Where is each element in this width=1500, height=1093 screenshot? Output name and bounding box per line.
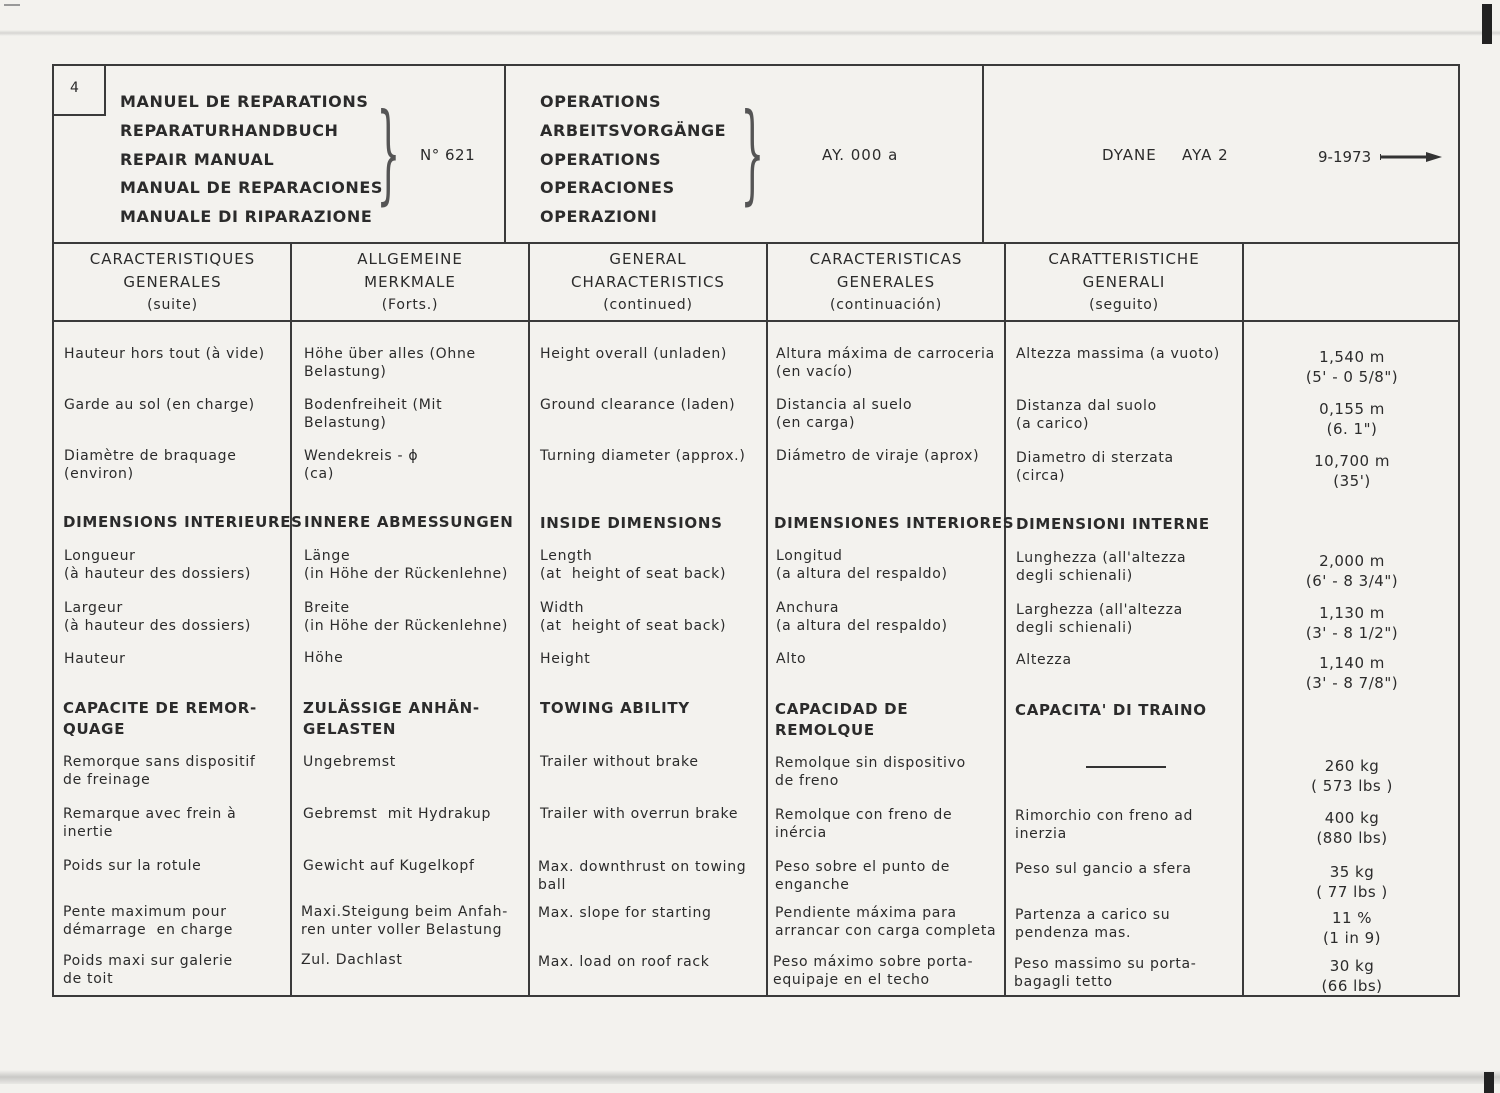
section-title-fr: CAPACITE DE REMOR- QUAGE (63, 699, 257, 738)
cell-value: 260 kg ( 573 lbs ) (1311, 757, 1393, 795)
cell-value: 1,140 m (3' - 8 7/8") (1305, 654, 1399, 692)
cell-en: Trailer without brake (540, 754, 699, 770)
cell-de: Breite (in Höhe der Rückenlehne) (304, 600, 508, 634)
cell-fr: Garde au sol (en charge) (64, 397, 255, 413)
header-block (54, 66, 1458, 244)
cell-es: Longitud (a altura del respaldo) (776, 548, 948, 582)
operation-code: AY. 000 a (822, 146, 899, 164)
section-title-it: DIMENSIONI INTERNE (1016, 515, 1210, 533)
cell-it: Lunghezza (all'altezza degli schienali) (1016, 550, 1187, 584)
cell-de: Höhe über alles (Ohne Belastung) (304, 346, 476, 380)
column-heading-es (767, 244, 1005, 322)
cell-fr: Poids sur la rotule (63, 858, 202, 874)
column-subtitle: (continuación) (830, 297, 942, 313)
column-divider (766, 244, 768, 997)
column-title: GENERAL CHARACTERISTICS (571, 250, 725, 291)
column-divider (1004, 244, 1006, 997)
section-title-it: CAPACITA' DI TRAINO (1015, 701, 1207, 719)
column-divider (290, 244, 292, 997)
cell-fr: Largeur (à hauteur des dossiers) (64, 600, 252, 634)
manual-title-fr: MANUEL DE REPARATIONS (120, 92, 369, 111)
column-subtitle: (seguito) (1089, 297, 1159, 313)
arrow-right-icon (1380, 151, 1442, 163)
manual-titles (120, 88, 383, 232)
operation-title-it: OPERAZIONI (540, 207, 658, 227)
section-title-de: INNERE ABMESSUNGEN (304, 513, 514, 531)
header-divider (982, 66, 984, 242)
section-title-es: CAPACIDAD DE REMOLQUE (775, 700, 909, 739)
cell-es: Remolque con freno de inércia (775, 807, 953, 841)
operation-titles (540, 88, 726, 232)
cell-en: Turning diameter (approx.) (540, 448, 746, 464)
section-title-es: DIMENSIONES INTERIORES (774, 514, 1015, 532)
column-heading-it (1005, 244, 1243, 322)
cell-es: Distancia al suelo (en carga) (776, 397, 913, 431)
column-subtitle: (suite) (147, 297, 198, 313)
cell-en: Length (at height of seat back) (540, 548, 727, 582)
cell-it: Diametro di sterzata (circa) (1016, 450, 1174, 484)
cell-value: 10,700 m (35') (1314, 452, 1390, 490)
cell-fr: Pente maximum pour démarrage en charge (63, 904, 234, 938)
page-number: 4 (54, 66, 106, 116)
column-subtitle: (Forts.) (381, 297, 439, 313)
cell-it: Larghezza (all'altezza degli schienali) (1016, 602, 1183, 636)
cell-es: Alto (776, 651, 807, 667)
section-title-en: INSIDE DIMENSIONS (540, 514, 723, 532)
manual-title-it: MANUALE DI RIPARAZIONE (120, 207, 373, 227)
column-title: CARACTERISTICAS GENERALES (809, 250, 963, 291)
cell-en: Trailer with overrun brake (540, 806, 739, 822)
column-heading-en (529, 244, 767, 322)
cell-de: Länge (in Höhe der Rückenlehne) (304, 548, 508, 582)
model-type: AYA 2 (1182, 146, 1229, 164)
cell-de: Maxi.Steigung beim Anfah- ren unter voller Belastung (301, 904, 508, 938)
cell-es: Peso máximo sobre porta- equipaje en el techo (773, 954, 974, 988)
column-subtitle: (continued) (603, 297, 693, 313)
scan-edge-bottom (0, 1070, 1500, 1084)
column-heading-fr (54, 244, 291, 322)
operation-title-de: ARBEITSVORGÄNGE (540, 120, 727, 140)
cell-value: 0,155 m (6. 1") (1319, 400, 1385, 438)
cell-en: Width (at height of seat back) (540, 600, 727, 634)
cell-value: 30 kg (66 lbs) (1321, 957, 1383, 995)
cell-fr: Poids maxi sur galerie de toit (63, 953, 233, 987)
cell-value: 2,000 m (6' - 8 3/4") (1305, 552, 1399, 590)
cell-fr: Remarque avec frein à inertie (63, 806, 237, 840)
brace-right: } (740, 91, 765, 216)
cell-it: Distanza dal suolo (a carico) (1016, 398, 1157, 432)
cell-en: Max. load on roof rack (538, 954, 710, 970)
cell-de: Zul. Dachlast (301, 952, 403, 968)
document-sheet (52, 64, 1460, 997)
manual-title-es: MANUAL DE REPARACIONES (120, 178, 384, 198)
column-title: ALLGEMEINE MERKMALE (357, 250, 463, 291)
cell-en: Max. downthrust on towing ball (538, 859, 747, 893)
brace-left: } (376, 91, 401, 216)
manual-title-de: REPARATURHANDBUCH (120, 120, 339, 140)
cell-es: Diámetro de viraje (aprox) (776, 448, 980, 464)
cell-en: Height overall (unladen) (540, 346, 728, 362)
cell-de: Höhe (304, 650, 344, 666)
cell-de: Ungebremst (303, 754, 396, 770)
scan-mark-right (1482, 4, 1492, 44)
column-heading-values (1243, 244, 1458, 322)
cell-value: 35 kg ( 77 lbs ) (1316, 863, 1388, 901)
cell-en: Height (540, 651, 591, 667)
section-title-de: ZULÄSSIGE ANHÄN- GELASTEN (303, 699, 480, 738)
model-name: DYANE (1102, 146, 1157, 164)
cell-value: 1,130 m (3' - 8 1/2") (1305, 604, 1399, 642)
column-title: CARACTERISTIQUES GENERALES (89, 250, 256, 291)
cell-fr: Longueur (à hauteur des dossiers) (64, 548, 252, 582)
scan-edge-top (0, 30, 1500, 36)
scan-mark-right-bottom (1484, 1072, 1494, 1093)
cell-de: Bodenfreiheit (Mit Belastung) (304, 397, 443, 431)
date: 9-1973 (1318, 148, 1372, 166)
cell-es: Remolque sin dispositivo de freno (775, 755, 966, 789)
cell-it: Rimorchio con freno ad inerzia (1015, 808, 1194, 842)
section-title-fr: DIMENSIONS INTERIEURES (63, 513, 303, 531)
operation-title-en: OPERATIONS (540, 149, 662, 169)
cell-en: Ground clearance (laden) (540, 397, 736, 413)
cell-value: 400 kg (880 lbs) (1316, 809, 1388, 847)
cell-de: Wendekreis - ϕ (ca) (304, 448, 419, 482)
cell-es: Anchura (a altura del respaldo) (776, 600, 948, 634)
cell-it: Partenza a carico su pendenza mas. (1015, 907, 1171, 941)
cell-it: Peso sul gancio a sfera (1015, 861, 1192, 877)
not-applicable-dash (1086, 766, 1166, 768)
cell-fr: Hauteur (64, 651, 126, 667)
cell-es: Pendiente máxima para arrancar con carga completa (775, 905, 997, 939)
column-divider (528, 244, 530, 997)
cell-fr: Remorque sans dispositif de freinage (63, 754, 256, 788)
cell-es: Peso sobre el punto de enganche (775, 859, 951, 893)
column-heading-de (291, 244, 529, 322)
cell-fr: Hauteur hors tout (à vide) (64, 346, 265, 362)
cell-it: Peso massimo su porta- bagagli tetto (1014, 956, 1197, 990)
manual-number: N° 621 (420, 146, 476, 164)
cell-fr: Diamètre de braquage (environ) (64, 448, 237, 482)
cell-it: Altezza massima (a vuoto) (1016, 346, 1220, 362)
cell-es: Altura máxima de carroceria (en vacío) (776, 346, 995, 380)
cell-value: 11 % (1 in 9) (1322, 909, 1381, 947)
cell-de: Gebremst mit Hydrakup (303, 806, 492, 822)
cell-it: Altezza (1016, 652, 1072, 668)
header-divider (504, 66, 506, 242)
manual-title-en: REPAIR MANUAL (120, 149, 275, 169)
scan-mark-left (4, 4, 20, 6)
cell-en: Max. slope for starting (538, 905, 712, 921)
operation-title-es: OPERACIONES (540, 178, 675, 198)
column-title: CARATTERISTICHE GENERALI (1048, 250, 1200, 291)
cell-value: 1,540 m (5' - 0 5/8") (1305, 348, 1399, 386)
operation-title-fr: OPERATIONS (540, 92, 662, 111)
section-title-en: TOWING ABILITY (540, 699, 690, 717)
cell-de: Gewicht auf Kugelkopf (303, 858, 475, 874)
